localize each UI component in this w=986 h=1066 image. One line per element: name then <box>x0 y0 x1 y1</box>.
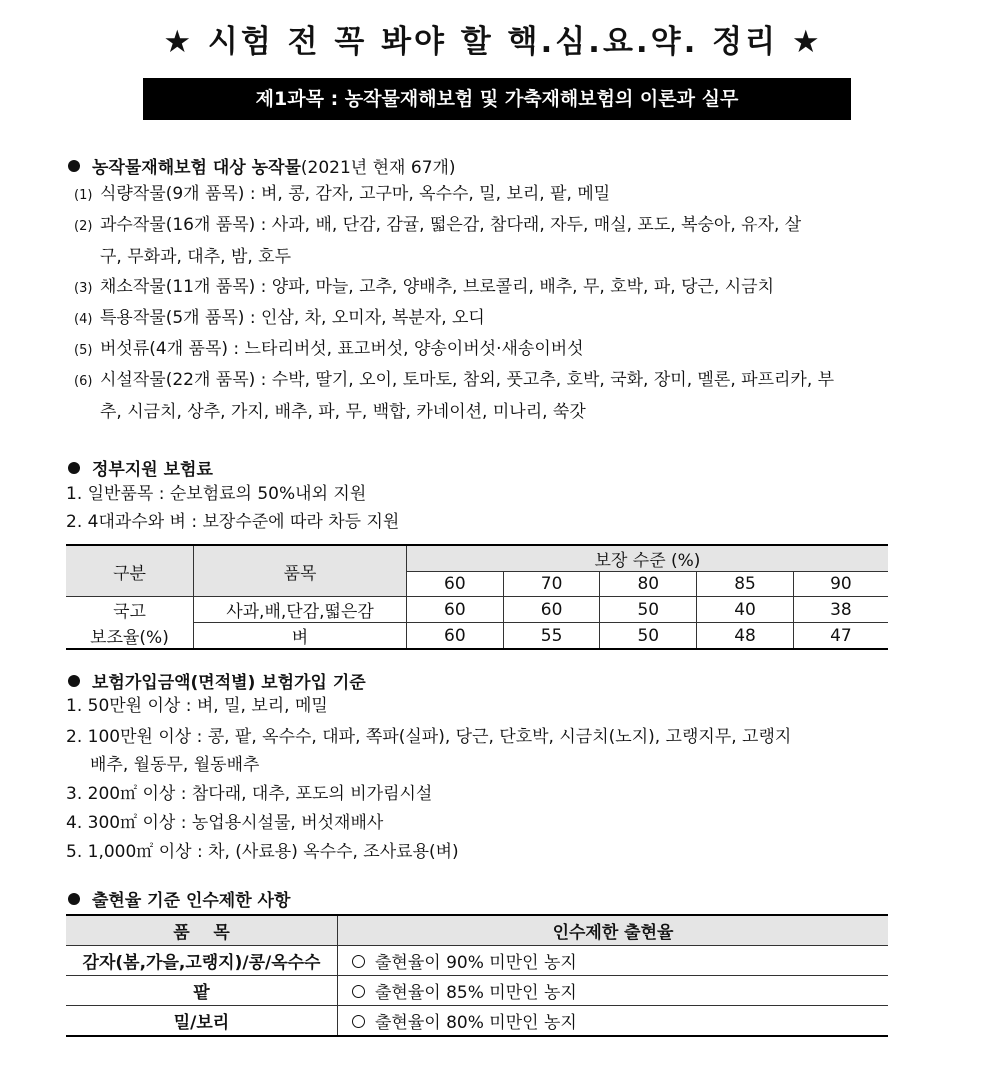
circle-icon <box>352 985 365 998</box>
item-cell: 벼 <box>194 623 407 650</box>
col-item: 품 목 <box>66 915 338 946</box>
level-cell: 80 <box>600 572 697 597</box>
crop-item: (3) 채소작물(11개 품목) : 양파, 마늘, 고추, 양배추, 브로콜리, 배추, 무, 호박, 파, 당근, 시금치 <box>74 277 774 297</box>
criteria-line: 4. 300㎡ 이상 : 농업용시설물, 버섯재배사 <box>66 813 384 833</box>
subject-banner: 제1과목 : 농작물재해보험 및 가축재해보험의 이론과 실무 <box>143 78 851 120</box>
item-cell: 사과,배,단감,떫은감 <box>194 597 407 623</box>
section-crops-heading: 농작물재해보험 대상 농작물(2021년 현재 67개) <box>68 153 456 178</box>
value-cell: 40 <box>697 597 794 623</box>
rate-cell: 출현율이 90% 미만인 농지 <box>338 946 889 976</box>
level-cell: 70 <box>503 572 600 597</box>
bullet-icon <box>68 462 80 474</box>
value-cell: 50 <box>600 623 697 650</box>
table-row <box>66 597 888 623</box>
value-cell: 47 <box>793 623 888 650</box>
section-emergence-heading: 출현율 기준 인수제한 사항 <box>68 886 290 911</box>
criteria-line: 1. 50만원 이상 : 벼, 밀, 보리, 메밀 <box>66 696 328 716</box>
bullet-icon <box>68 675 80 687</box>
level-cell: 60 <box>407 572 504 597</box>
criteria-line: 3. 200㎡ 이상 : 참다래, 대추, 포도의 비가림시설 <box>66 784 433 804</box>
value-cell: 55 <box>503 623 600 650</box>
crop-item: (6) 시설작물(22개 품목) : 수박, 딸기, 오이, 토마토, 참외, 풋고추, 호박, 국화, 장미, 멜론, 파프리카, 부 추, 시금치, 상추, 가지, 배추, 파, 무, 백합, 카네이션, 미나리, 쑥갓 <box>74 370 835 422</box>
value-cell: 50 <box>600 597 697 623</box>
subsidy-line: 1. 일반품목 : 순보험료의 50%내외 지원 <box>66 484 367 504</box>
col-item: 품목 <box>194 545 407 597</box>
table-row <box>66 1006 888 1037</box>
col-gubun: 구분 <box>66 545 194 597</box>
level-cell: 85 <box>697 572 794 597</box>
item-cell: 밀/보리 <box>66 1006 338 1037</box>
criteria-line: 5. 1,000㎡ 이상 : 차, (사료용) 옥수수, 조사료용(벼) <box>66 842 459 862</box>
subsidy-line: 2. 4대과수와 벼 : 보장수준에 따라 차등 지원 <box>66 512 400 532</box>
value-cell: 60 <box>407 597 504 623</box>
row-label-1: 국고 <box>66 597 194 623</box>
circle-icon <box>352 1015 365 1028</box>
bullet-icon <box>68 893 80 905</box>
subsidy-table <box>66 544 888 650</box>
item-cell: 팥 <box>66 976 338 1006</box>
item-cell: 감자(봄,가을,고랭지)/콩/옥수수 <box>66 946 338 976</box>
crop-item: (4) 특용작물(5개 품목) : 인삼, 차, 오미자, 복분자, 오디 <box>74 308 485 328</box>
circle-icon <box>352 955 365 968</box>
level-cell: 90 <box>793 572 888 597</box>
table-row <box>66 946 888 976</box>
criteria-line: 2. 100만원 이상 : 콩, 팥, 옥수수, 대파, 쪽파(실파), 당근, 단호박, 시금치(노지), 고랭지무, 고랭지 배추, 월동무, 월동배추 <box>66 727 792 775</box>
section-subsidy-heading: 정부지원 보험료 <box>68 455 213 480</box>
emergence-table <box>66 914 888 1037</box>
crop-item: (5) 버섯류(4개 품목) : 느타리버섯, 표고버섯, 양송이버섯·새송이버섯 <box>74 339 584 359</box>
value-cell: 48 <box>697 623 794 650</box>
row-label-2: 보조율(%) <box>66 623 194 650</box>
rate-cell: 출현율이 80% 미만인 농지 <box>338 1006 889 1037</box>
section-insured-amount-heading: 보험가입금액(면적별) 보험가입 기준 <box>68 668 366 693</box>
crop-item: (2) 과수작물(16개 품목) : 사과, 배, 단감, 감귤, 떫은감, 참다래, 자두, 매실, 포도, 복숭아, 유자, 살 구, 무화과, 대추, 밤, 호두 <box>74 215 802 267</box>
page-title: ★ 시험 전 꼭 봐야 할 핵.심.요.약. 정리 ★ <box>163 24 823 60</box>
crop-item: (1) 식량작물(9개 품목) : 벼, 콩, 감자, 고구마, 옥수수, 밀, 보리, 팥, 메밀 <box>74 184 611 204</box>
table-row <box>66 623 888 650</box>
table-row <box>66 976 888 1006</box>
col-level: 보장 수준 (%) <box>407 545 889 572</box>
rate-cell: 출현율이 85% 미만인 농지 <box>338 976 889 1006</box>
value-cell: 60 <box>407 623 504 650</box>
bullet-icon <box>68 160 80 172</box>
value-cell: 60 <box>503 597 600 623</box>
value-cell: 38 <box>793 597 888 623</box>
col-rate: 인수제한 출현율 <box>338 915 889 946</box>
